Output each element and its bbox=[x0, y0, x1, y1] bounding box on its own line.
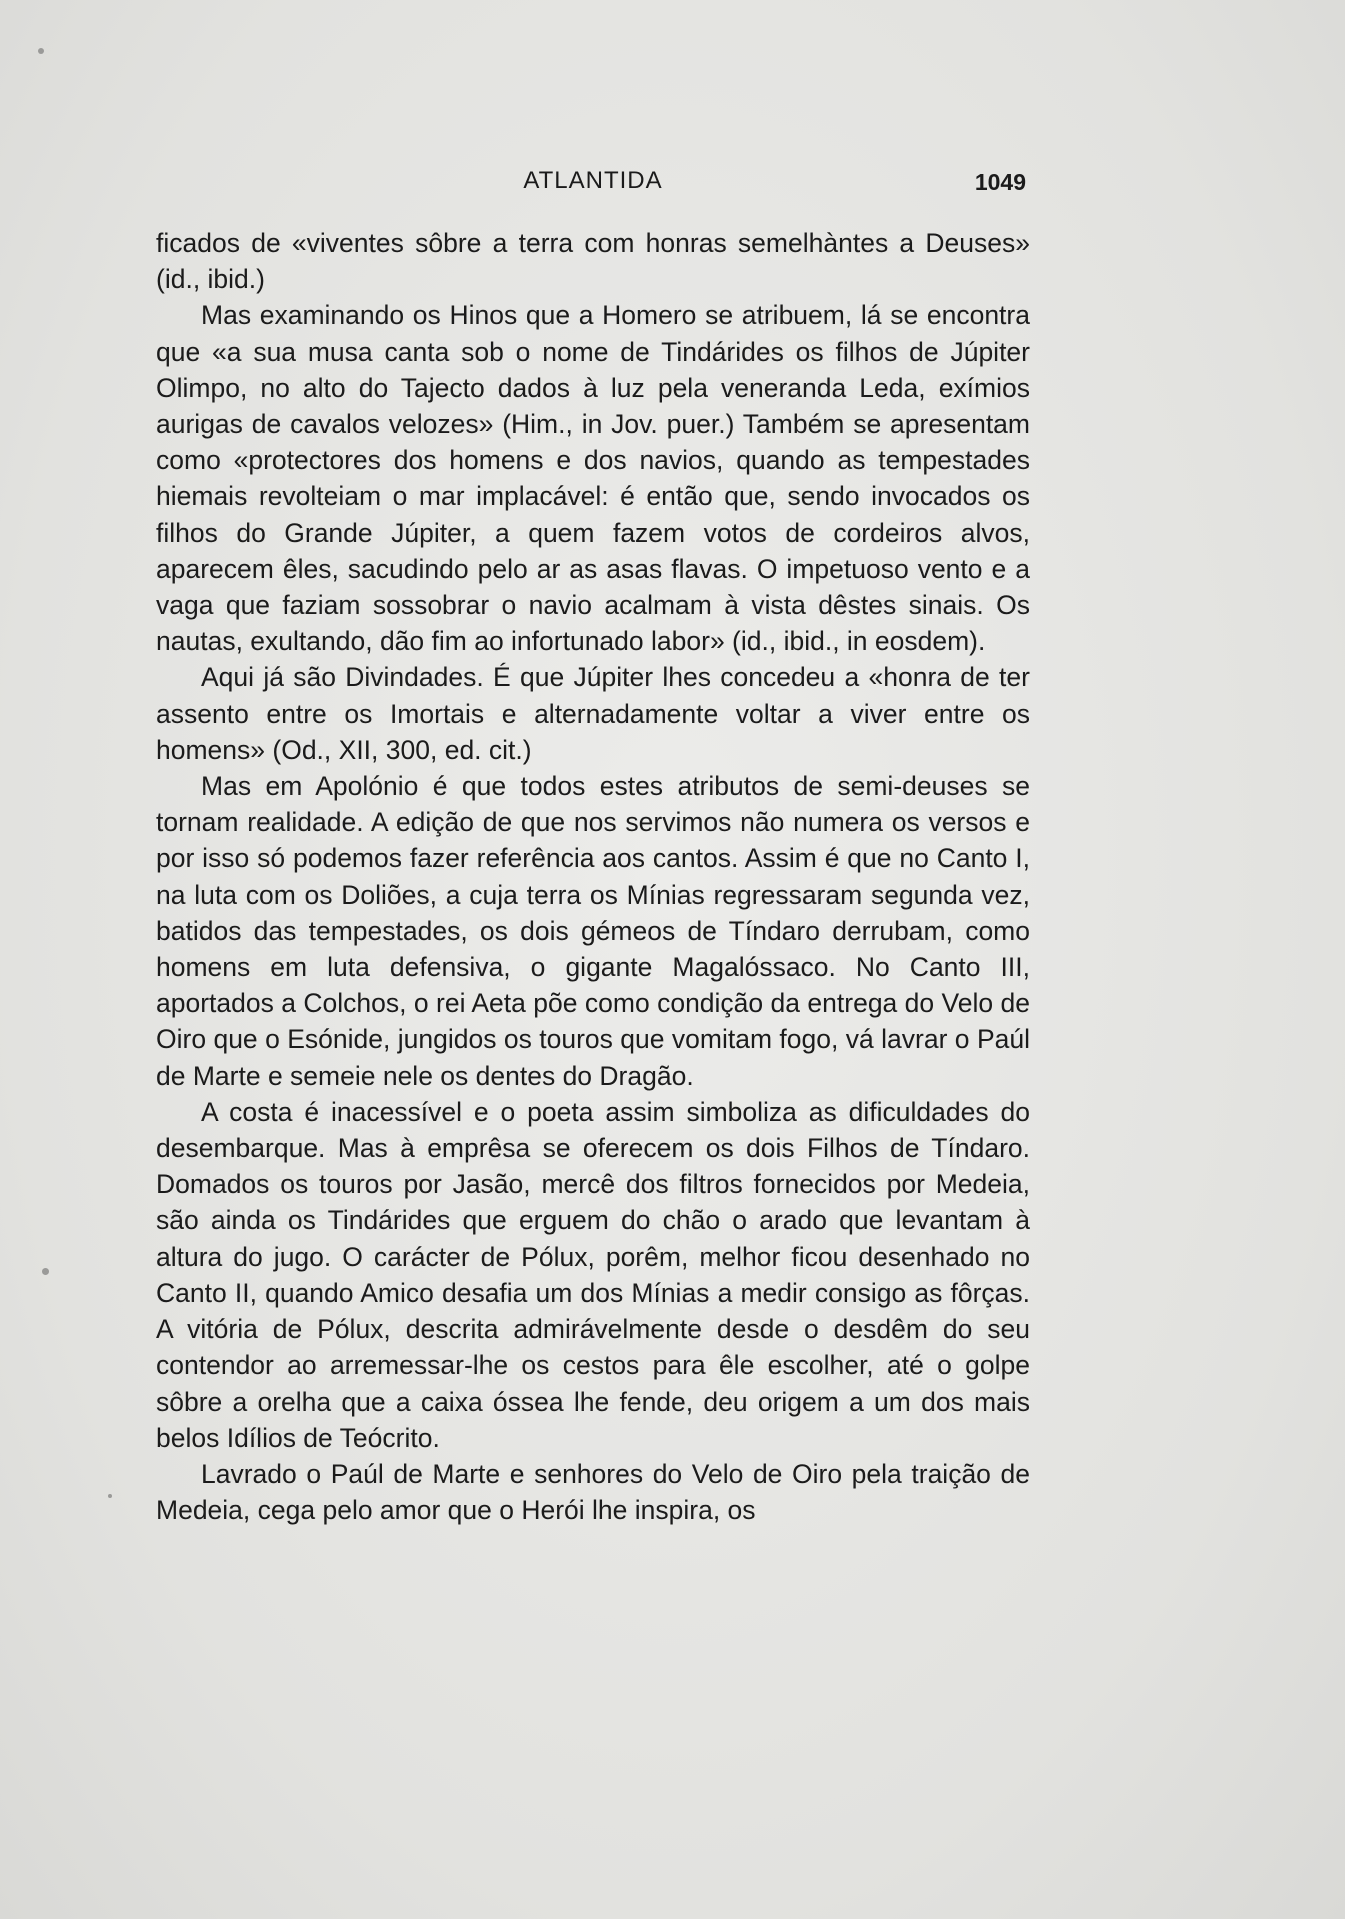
page-number: 1049 bbox=[974, 169, 1026, 195]
body-text bbox=[156, 225, 1030, 1528]
paragraph: Aqui já são Divindades. É que Júpiter lhes concedeu a «honra de ter assento entre os Imortais e alternadamente voltar a viver entre os homens» (Od., XII, 300, ed. cit.) bbox=[156, 662, 1030, 765]
paragraph: Mas examinando os Hinos que a Homero se atribuem, lá se encontra que «a sua musa canta sob o nome de Tindárides os filhos de Júpiter Olimpo, no alto do Tajecto dados à luz pela veneranda Leda, exímios aurigas de cavalos velozes» (Him., in Jov. puer.) Também se apresentam como «protectores dos homens e dos navios, quando as tempestades hiemais revolteiam o mar implacável: é então que, sendo invocados os filhos do Grande Júpiter, a quem fazem votos de cordeiros alvos, aparecem êles, sacudindo pelo ar as asas flavas. O impetuoso vento e a vaga que faziam sossobrar o navio acalmam à vista dêstes sinais. Os nautas, exultando, dão fim ao infortunado labor» (id., ibid., in eosdem). bbox=[156, 300, 1030, 657]
paragraph: Lavrado o Paúl de Marte e senhores do Velo de Oiro pela traição de Medeia, cega pelo amor que o Herói lhe inspira, os bbox=[156, 1458, 1030, 1526]
paper-speck bbox=[38, 48, 44, 54]
paragraph: A costa é inacessível e o poeta assim simboliza as dificuldades do desembarque. Mas à emprêsa se oferecem os dois Filhos de Tíndaro. Domados os touros por Jasão, mercê dos filtros fornecidos por Medeia, são ainda os Tindárides que erguem do chão o arado que levantam à altura do jugo. O carácter de Pólux, porêm, melhor ficou desenhado no Canto II, quando Amico desafia um dos Mínias a medir consigo as fôrças. A vitória de Pólux, descrita admirávelmente desde o desdêm do seu contendor ao arremessar-lhe os cestos para êle escolher, até o golpe sôbre a orelha que a caixa óssea lhe fende, deu origem a um dos mais belos Idílios de Teócrito. bbox=[156, 1096, 1030, 1453]
paragraph: Mas em Apolónio é que todos estes atributos de semi-deuses se tornam realidade. A edição de que nos servimos não numera os versos e por isso só podemos fazer referência aos cantos. Assim é que no Canto I, na luta com os Doliões, a cuja terra os Mínias regressaram segunda vez, batidos das tempestades, os dois gémeos de Tíndaro derrubam, como homens em luta defensiva, o gigante Magalóssaco. No Canto III, aportados a Colchos, o rei Aeta põe como condição da entrega do Velo de Oiro que o Esónide, jungidos os touros que vomitam fogo, vá lavrar o Paúl de Marte e semeie nele os dentes do Dragão. bbox=[156, 771, 1030, 1091]
paragraph: ficados de «viventes sôbre a terra com honras semelhàntes a Deuses» (id., ibid.) bbox=[156, 228, 1030, 295]
paper-speck bbox=[42, 1268, 49, 1275]
running-title: ATLANTIDA bbox=[523, 167, 663, 194]
running-header bbox=[156, 163, 1030, 199]
paper-speck bbox=[108, 1494, 112, 1498]
